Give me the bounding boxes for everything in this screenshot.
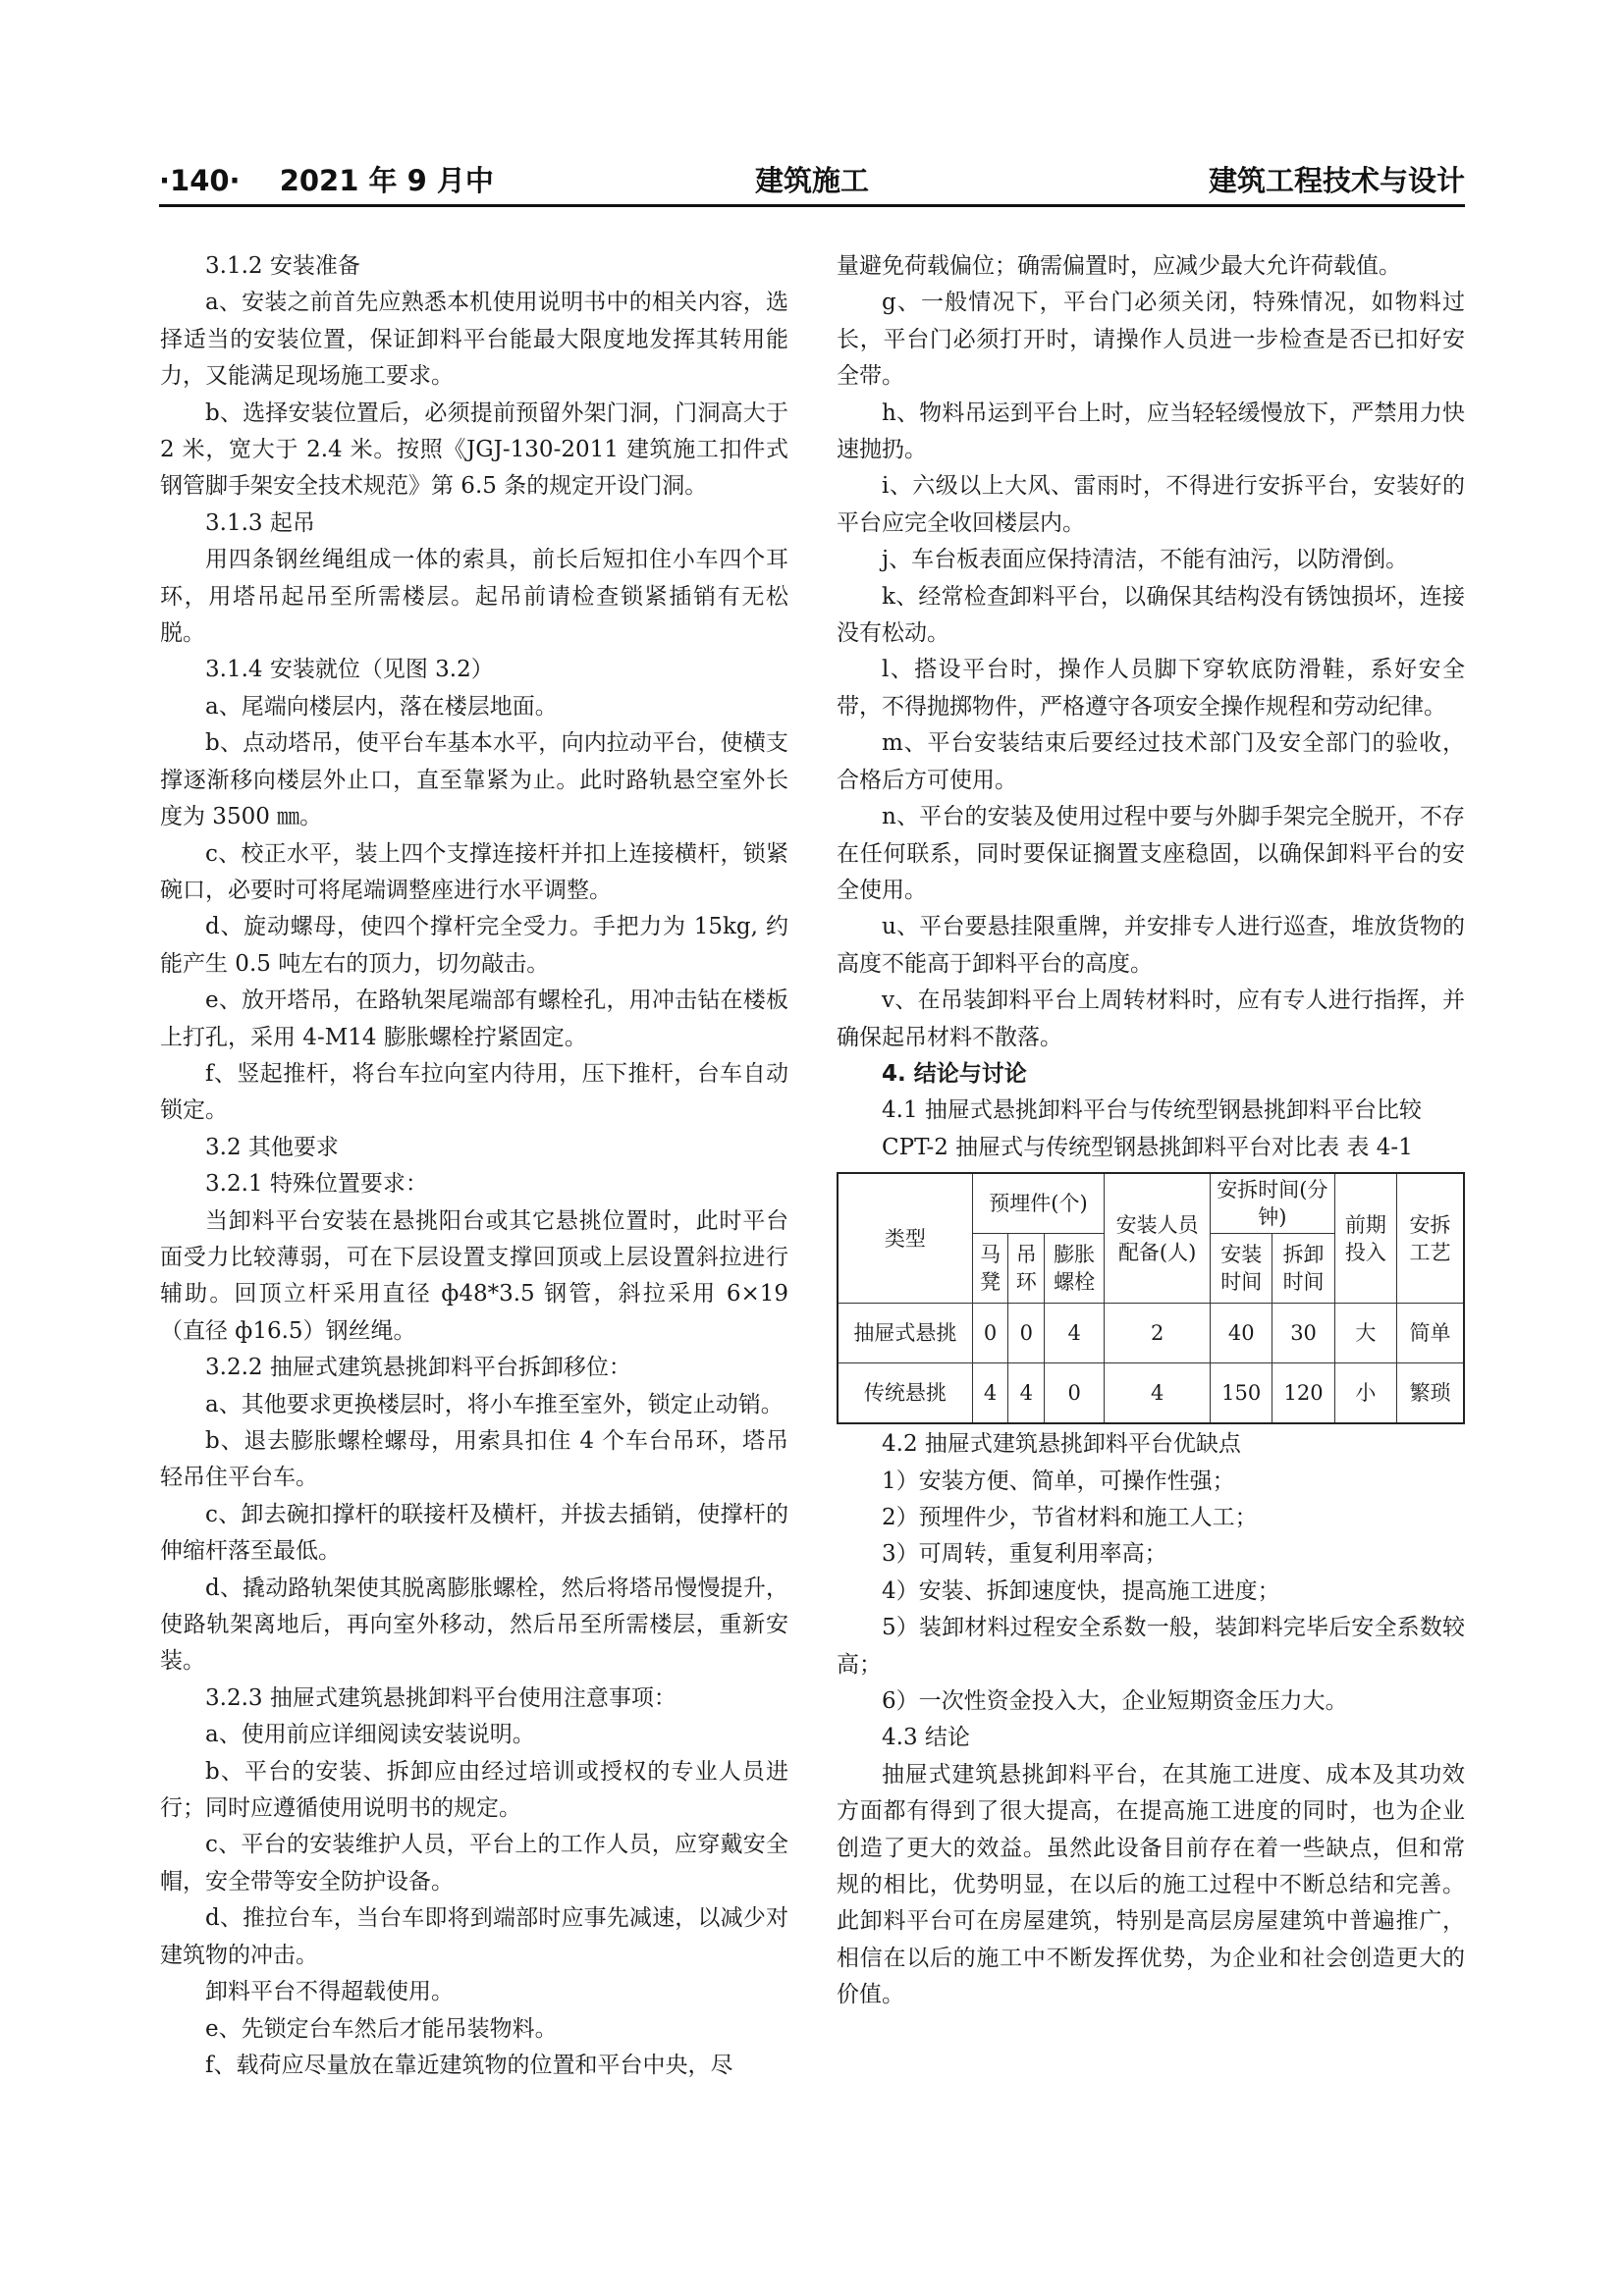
paragraph: 2）预埋件少，节省材料和施工人工； <box>882 1504 1258 1530</box>
paragraph: 3.2.2 抽屉式建筑悬挑卸料平台拆卸移位： <box>205 1355 631 1381</box>
table-row <box>838 1363 1464 1424</box>
paragraph: 3.2.1 特殊位置要求： <box>205 1171 428 1198</box>
page-header <box>159 147 1465 206</box>
cell-remove-time: 120 <box>1272 1363 1334 1424</box>
paragraph: 4.2 抽屉式建筑悬挑卸料平台优缺点 <box>882 1431 1241 1458</box>
paragraph: 3.1.2 安装准备 <box>205 253 360 279</box>
cell-type: 抽屉式悬挑 <box>838 1304 972 1363</box>
comparison-table <box>837 1172 1465 1424</box>
table-subheader-pengzhang: 膨胀螺栓 <box>1045 1234 1105 1304</box>
paragraph: 用四条钢丝绳组成一体的索具，前长后短扣住小车四个耳环，用塔吊起吊至所需楼层。起吊前请检查锁紧插销有无松脱。 <box>160 547 788 647</box>
paragraph: 4.1 抽屉式悬挑卸料平台与传统型钢悬挑卸料平台比较 <box>882 1097 1422 1124</box>
cell-pengzhang: 0 <box>1045 1363 1105 1424</box>
paragraph: 5）装卸材料过程安全系数一般，装卸料完毕后安全系数较高； <box>837 1615 1465 1678</box>
section-title: 建筑工程技术与设计 <box>1208 164 1465 197</box>
paragraph: a、安装之前首先应熟悉本机使用说明书中的相关内容，选择适当的安装位置，保证卸料平台能最大限度地发挥其转用能力，又能满足现场施工要求。 <box>160 290 788 390</box>
paragraph: k、经常检查卸料平台，以确保其结构没有锈蚀损坏，连接没有松动。 <box>837 583 1465 647</box>
paragraph: b、平台的安装、拆卸应由经过培训或授权的专业人员进行；同时应遵循使用说明书的规定。 <box>160 1758 788 1822</box>
paragraph: 抽屉式建筑悬挑卸料平台，在其施工进度、成本及其功效方面都有得到了很大提高，在提高施工进度的同时，也为企业创造了更大的效益。虽然此设备目前存在着一些缺点，但和常规的相比，优势明显，在以后的施工过程中不断总结和完善。此卸料平台可在房屋建筑，特别是高层房屋建筑中普遍推广，相信在以后的施工中不断发挥优势，为企业和社会创造更大的价值。 <box>837 1761 1465 2008</box>
cell-process: 简单 <box>1397 1304 1464 1363</box>
paragraph: b、点动塔吊，使平台车基本水平，向内拉动平台，使横支撑逐渐移向楼层外止口，直至靠紧为止。此时路轨悬空室外长度为 3500 ㎜。 <box>160 730 788 830</box>
paragraph: d、推拉台车，当台车即将到端部时应事先减速，以减少对建筑物的冲击。 <box>160 1905 788 1968</box>
right-column-bottom <box>837 1426 1465 2014</box>
paragraph: f、竖起推杆，将台车拉向室内待用，压下推杆，台车自动锁定。 <box>160 1060 788 1124</box>
issue-date: 2021 年 9 月中 <box>279 164 494 197</box>
paragraph: b、退去膨胀螺栓螺母，用索具扣住 4 个车台吊环，塔吊轻吊住平台车。 <box>160 1428 788 1491</box>
paragraph: a、使用前应详细阅读安装说明。 <box>205 1722 535 1748</box>
paragraph: 3）可周转，重复利用率高； <box>882 1541 1167 1568</box>
right-column <box>837 248 1465 2014</box>
paragraph: 量避免荷载偏位；确需偏置时，应减少最大允许荷载值。 <box>837 253 1401 279</box>
paragraph: 3.2 其他要求 <box>205 1134 339 1160</box>
paragraph: 3.1.4 安装就位（见图 3.2） <box>205 657 494 683</box>
paragraph: 3.2.3 抽屉式建筑悬挑卸料平台使用注意事项： <box>205 1684 677 1711</box>
paragraph: l、搭设平台时，操作人员脚下穿软底防滑鞋，系好安全带，不得抛掷物件，严格遵守各项安全操作规程和劳动纪律。 <box>837 657 1465 720</box>
paragraph: 6）一次性资金投入大，企业短期资金压力大。 <box>882 1688 1348 1714</box>
page-number: ·140· <box>159 164 241 197</box>
paragraph: e、先锁定台车然后才能吊装物料。 <box>205 2015 558 2042</box>
table-header-time: 安拆时间(分钟) <box>1211 1173 1335 1234</box>
paragraph: c、平台的安装维护人员，平台上的工作人员，应穿戴安全帽，安全带等安全防护设备。 <box>160 1832 788 1895</box>
paragraph: h、物料吊运到平台上时，应当轻轻缓慢放下，严禁用力快速抛扔。 <box>837 400 1465 463</box>
cell-staff: 2 <box>1105 1304 1211 1363</box>
right-column-top <box>837 248 1465 1166</box>
paragraph: i、六级以上大风、雷雨时，不得进行安拆平台，安装好的平台应完全收回楼层内。 <box>837 473 1465 536</box>
paragraph: 1）安装方便、简单，可操作性强； <box>882 1468 1235 1494</box>
paragraph: c、卸去碗扣撑杆的联接杆及横杆，并拔去插销，使撑杆的伸缩杆落至最低。 <box>160 1501 788 1565</box>
paragraph: d、撬动路轨架使其脱离膨胀螺栓，然后将塔吊慢慢提升，使路轨架离地后，再向室外移动，然后吊至所需楼层，重新安装。 <box>160 1575 788 1675</box>
paragraph: c、校正水平，装上四个支撑连接杆并扣上连接横杆，锁紧碗口，必要时可将尾端调整座进行水平调整。 <box>160 840 788 903</box>
table-header-embed: 预埋件(个) <box>972 1173 1104 1234</box>
paragraph: u、平台要悬挂限重牌，并安排专人进行巡查，堆放货物的高度不能高于卸料平台的高度。 <box>837 914 1465 977</box>
table-subheader-remove-time: 拆卸时间 <box>1272 1234 1334 1304</box>
paragraph: 当卸料平台安装在悬挑阳台或其它悬挑位置时，此时平台面受力比较薄弱，可在下层设置支撑回顶或上层设置斜拉进行辅助。回顶立杆采用直径 ф48*3.5 钢管，斜拉采用 6×19（直径 ф16.5）钢丝绳。 <box>160 1207 788 1344</box>
cell-diaohuan: 4 <box>1008 1363 1045 1424</box>
cell-process: 繁琐 <box>1397 1363 1464 1424</box>
left-column <box>160 248 788 2084</box>
table-subheader-diaohuan: 吊环 <box>1008 1234 1045 1304</box>
table-subheader-install-time: 安装时间 <box>1211 1234 1272 1304</box>
table-header-staff: 安装人员配备(人) <box>1105 1173 1211 1304</box>
paragraph: 4.3 结论 <box>882 1725 970 1751</box>
cell-invest: 小 <box>1334 1363 1396 1424</box>
table-header-process: 安拆工艺 <box>1397 1173 1464 1304</box>
cell-madeng: 4 <box>972 1363 1008 1424</box>
journal-title: 建筑施工 <box>754 164 869 197</box>
table-header-invest: 前期投入 <box>1334 1173 1396 1304</box>
paragraph: a、其他要求更换楼层时，将小车推至室外，锁定止动销。 <box>205 1391 784 1417</box>
cell-type: 传统悬挑 <box>838 1363 972 1424</box>
cell-staff: 4 <box>1105 1363 1211 1424</box>
paragraph: v、在吊装卸料平台上周转材料时，应有专人进行指挥，并确保起吊材料不散落。 <box>837 988 1465 1050</box>
section-heading: 4. 结论与讨论 <box>882 1060 1027 1087</box>
paragraph: g、一般情况下，平台门必须关闭，特殊情况，如物料过长，平台门必须打开时，请操作人员进一步检查是否已扣好安全带。 <box>837 290 1465 390</box>
cell-diaohuan: 0 <box>1008 1304 1045 1363</box>
paragraph: m、平台安装结束后要经过技术部门及安全部门的验收，合格后方可使用。 <box>837 730 1465 793</box>
paragraph: 卸料平台不得超载使用。 <box>205 1979 454 2005</box>
cell-install-time: 150 <box>1211 1363 1272 1424</box>
paragraph: a、尾端向楼层内，落在楼层地面。 <box>205 693 558 720</box>
paragraph: b、选择安装位置后，必须提前预留外架门洞，门洞高大于 2 米，宽大于 2.4 米。按照《JGJ-130-2011 建筑施工扣件式钢管脚手架安全技术规范》第 6.5 条的规定开设门洞。 <box>160 400 788 500</box>
cell-remove-time: 30 <box>1272 1304 1334 1363</box>
cell-madeng: 0 <box>972 1304 1008 1363</box>
paragraph: 3.1.3 起吊 <box>205 509 315 536</box>
paragraph: n、平台的安装及使用过程中要与外脚手架完全脱开，不存在任何联系，同时要保证搁置支座稳固，以确保卸料平台的安全使用。 <box>837 804 1465 903</box>
table-header-type: 类型 <box>838 1173 972 1304</box>
paragraph: d、旋动螺母，使四个撑杆完全受力。手把力为 15kg, 约能产生 0.5 吨左右的顶力，切勿敲击。 <box>160 914 788 977</box>
cell-install-time: 40 <box>1211 1304 1272 1363</box>
paragraph: CPT-2 抽屉式与传统型钢悬挑卸料平台对比表 表 4-1 <box>882 1134 1413 1160</box>
paragraph: j、车台板表面应保持清洁，不能有油污，以防滑倒。 <box>882 547 1409 573</box>
table-subheader-madeng: 马凳 <box>972 1234 1008 1304</box>
paragraph: e、放开塔吊，在路轨架尾端部有螺栓孔，用冲击钻在楼板上打孔，采用 4-M14 膨胀螺栓拧紧固定。 <box>160 988 788 1050</box>
cell-invest: 大 <box>1334 1304 1396 1363</box>
paragraph: f、载荷应尽量放在靠近建筑物的位置和平台中央，尽 <box>205 2052 733 2078</box>
cell-pengzhang: 4 <box>1045 1304 1105 1363</box>
paragraph: 4）安装、拆卸速度快，提高施工进度； <box>882 1577 1280 1604</box>
table-row <box>838 1304 1464 1363</box>
header-rule <box>159 204 1465 207</box>
